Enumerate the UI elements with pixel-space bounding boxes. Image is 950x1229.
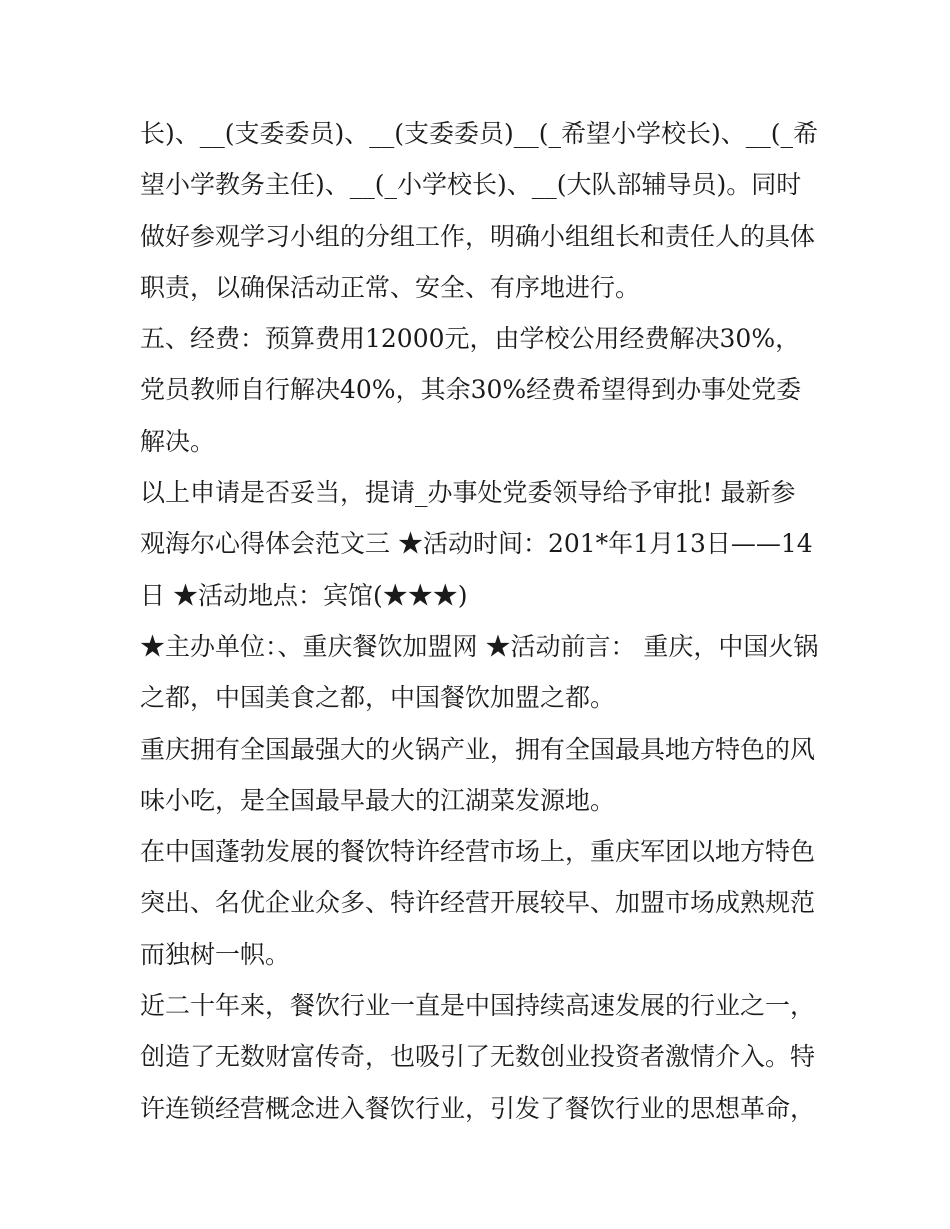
- paragraph-chongqing-hotpot: 重庆拥有全国最强大的火锅产业，拥有全国最具地方特色的风味小吃，是全国最早最大的江湖菜发源地。: [140, 734, 816, 815]
- paragraph-approval-request: 以上申请是否妥当，提请_办事处党委领导给予审批! 最新参观海尔心得体会范文三 ★活动时间：201*年1月13日——14日 ★活动地点：宾馆(★★★): [140, 478, 813, 610]
- paragraph-industry-growth: 近二十年来，餐饮行业一直是中国持续高速发展的行业之一，创造了无数财富传奇，也吸引了无数创业投资者激情介入。特许连锁经营概念进入餐饮行业，引发了餐饮行业的思想革命，: [140, 991, 816, 1123]
- paragraph-budget: 五、经费：预算费用12000元，由学校公用经费解决30%，党员教师自行解决40%，其余30%经费希望得到办事处党委解决。: [140, 324, 802, 456]
- paragraph-organizer: ★主办单位：、重庆餐饮加盟网 ★活动前言： 重庆，中国火锅之都，中国美食之都，中国餐饮加盟之都。: [140, 631, 819, 713]
- document-body: [140, 108, 820, 1134]
- paragraph-team-roles: 长)、__(支委委员)、__(支委委员)__(_希望小学校长)、__(_希望小学教务主任)、__(_小学校长)、__(大队部辅导员)。同时做好参观学习小组的分组工作，明确小组组长和责任人的具体职责，以确保活动正常、安全、有序地进行。: [140, 119, 819, 302]
- paragraph-franchise-market: 在中国蓬勃发展的餐饮特许经营市场上，重庆军团以地方特色突出、名优企业众多、特许经营开展较早、加盟市场成熟规范而独树一帜。: [140, 837, 816, 969]
